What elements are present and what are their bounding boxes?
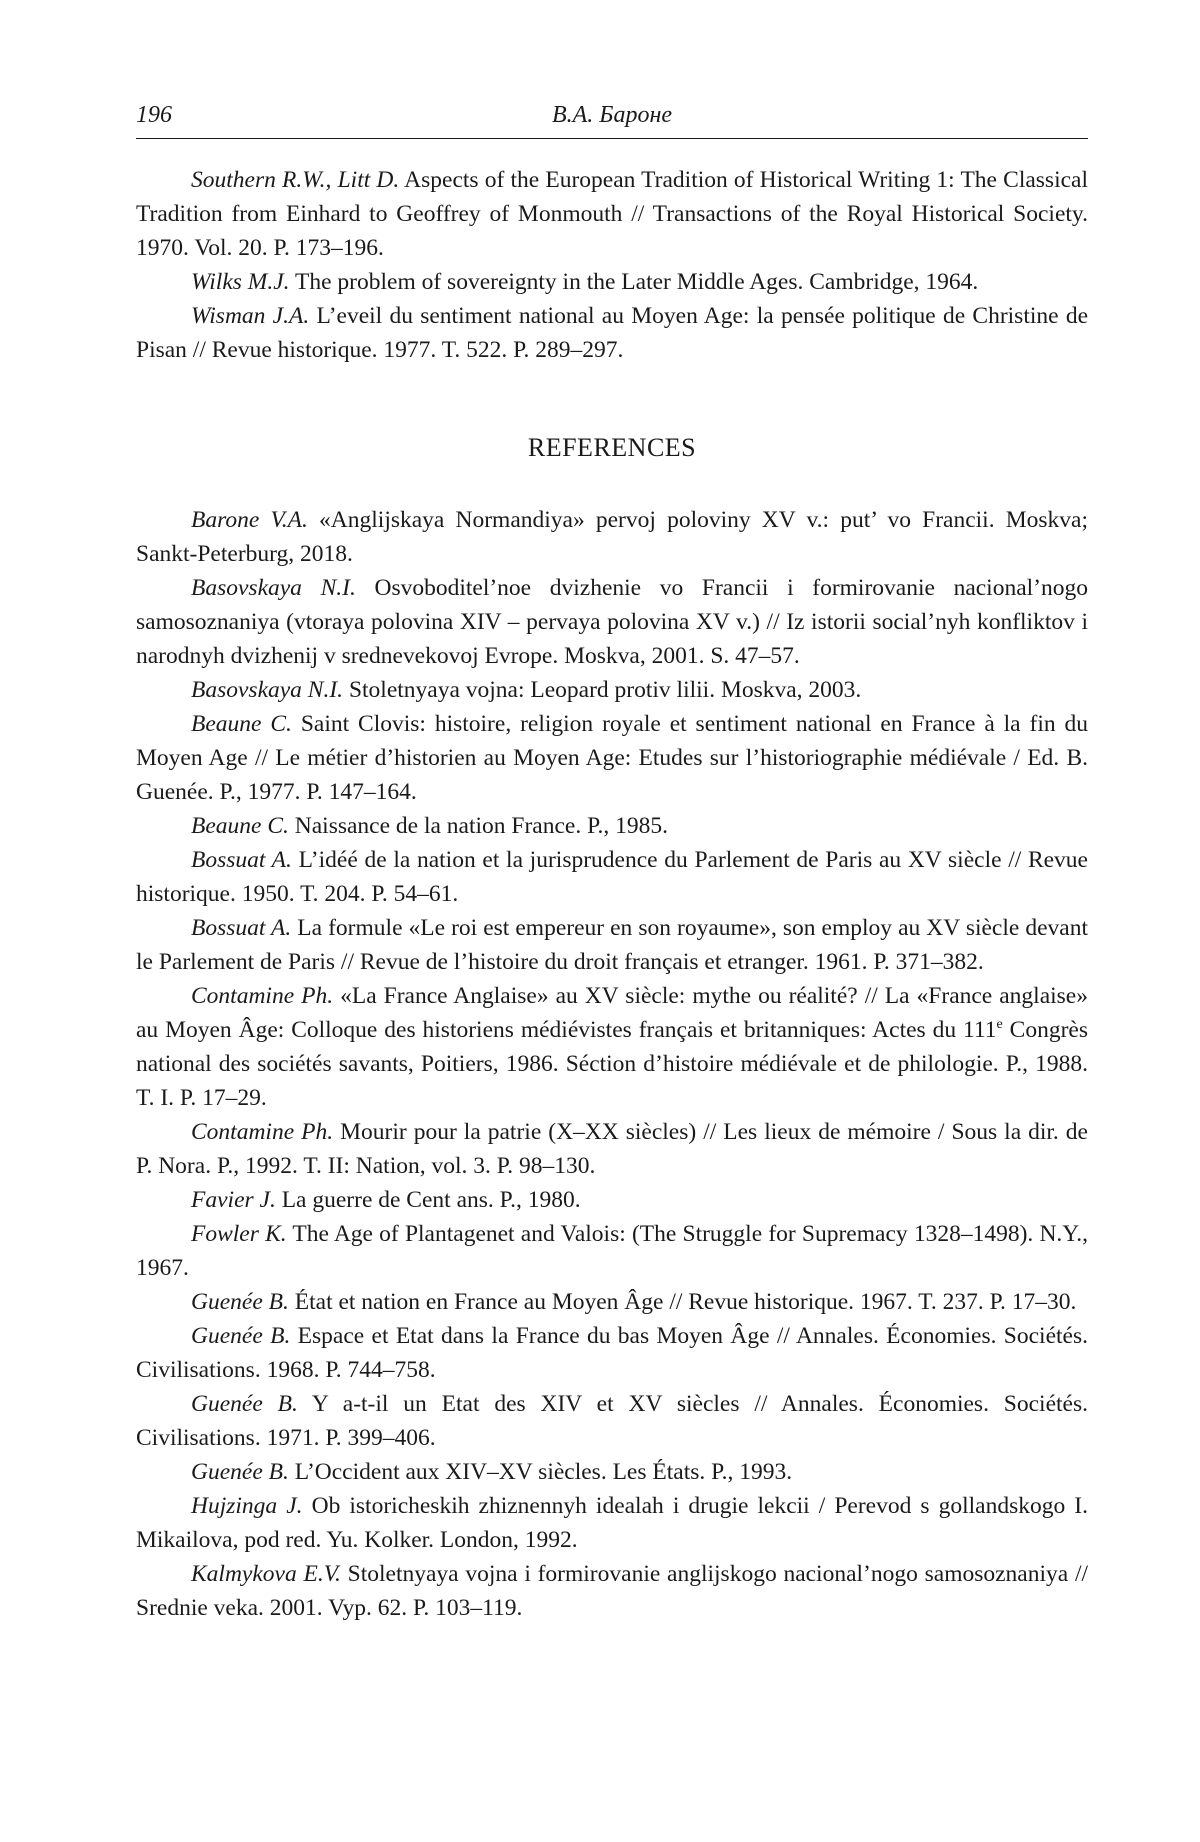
ref-superscript: e	[997, 1017, 1003, 1032]
page	[136, 92, 1088, 1625]
ref-text: Naissance de la nation France. P., 1985.	[289, 813, 668, 839]
reference-entry	[136, 979, 1088, 1115]
ref-text: La formule «Le roi est empereur en son royaume», son employ au XV siècle devant le Parlement de Paris // Revue de l’histoire du droit français et etranger. 1961. P. 371–382.	[136, 915, 1088, 975]
reference-entry	[136, 1387, 1088, 1455]
reference-entry	[136, 1183, 1088, 1217]
ref-text: The Age of Plantagenet and Valois: (The Struggle for Supremacy 1328–1498). N.Y., 1967.	[136, 1221, 1088, 1281]
bibliography-top	[136, 163, 1088, 367]
references-heading: REFERENCES	[136, 431, 1088, 465]
reference-entry	[136, 707, 1088, 809]
reference-entry	[136, 809, 1088, 843]
bib-text: The problem of sovereignty in the Later Middle Ages. Cambridge, 1964.	[290, 269, 979, 295]
ref-author: Guenée B.	[191, 1459, 289, 1485]
ref-author: Kalmykova E.V.	[191, 1561, 341, 1587]
running-head-author: В.А. Бароне	[136, 98, 1088, 132]
ref-author: Contamine Ph.	[191, 983, 333, 1009]
reference-entry	[136, 911, 1088, 979]
ref-author: Beaune C.	[191, 813, 289, 839]
bib-author: Wilks M.J.	[191, 269, 290, 295]
ref-author: Guenée B.	[191, 1391, 298, 1417]
ref-author: Guenée B.	[191, 1323, 290, 1349]
reference-entry	[136, 673, 1088, 707]
ref-author: Favier J.	[191, 1187, 276, 1213]
ref-text: Ob istoricheskih zhiznennyh idealah i drugie lekcii / Perevod s gollandskogo I. Mikailova, pod red. Yu. Kolker. London, 1992.	[136, 1493, 1088, 1553]
ref-text: Saint Clovis: histoire, religion royale et sentiment national en France à la fin du Moyen Age // Le métier d’historien au Moyen Age: Etudes sur l’historiographie médiévale / Ed. B. Guenée. P., 1977. P. 147–164.	[136, 711, 1088, 805]
ref-text: Espace et Etat dans la France du bas Moyen Âge // Annales. Économies. Sociétés. Civilisations. 1968. P. 744–758.	[136, 1323, 1088, 1383]
ref-text: État et nation en France au Moyen Âge // Revue historique. 1967. T. 237. P. 17–30.	[289, 1289, 1077, 1315]
reference-entry	[136, 843, 1088, 911]
bib-text: L’eveil du sentiment national au Moyen Age: la pensée politique de Christine de Pisan // Revue historique. 1977. T. 522. P. 289–297.	[136, 303, 1088, 363]
ref-text: Mourir pour la patrie (X–XX siècles) // Les lieux de mémoire / Sous la dir. de P. Nora. P., 1992. T. II: Nation, vol. 3. P. 98–130.	[136, 1119, 1088, 1179]
ref-text: Stoletnyaya vojna: Leopard protiv lilii. Moskva, 2003.	[343, 677, 861, 703]
ref-author: Barone V.A.	[191, 507, 308, 533]
ref-author: Hujzinga J.	[191, 1493, 303, 1519]
ref-text: Y a-t-il un Etat des XIV et XV siècles // Annales. Économies. Sociétés. Civilisations. 1971. P. 399–406.	[136, 1391, 1088, 1451]
reference-entry	[136, 1217, 1088, 1285]
running-header	[136, 92, 1088, 139]
ref-text: Osvoboditel’noe dvizhenie vo Francii i formirovanie nacional’nogo samosoznaniya (vtoraya polovina XIV – pervaya polovina XV v.) // Iz istorii social’nyh konfliktov i narodnyh dvizhenij v srednevekovoj Evrope. Moskva, 2001. S. 47–57.	[136, 575, 1088, 669]
ref-text: Stoletnyaya vojna i formirovanie anglijskogo nacional’nogo samosoznaniya // Srednie veka. 2001. Vyp. 62. P. 103–119.	[136, 1561, 1088, 1621]
ref-text: L’Occident aux XIV–XV siècles. Les États. P., 1993.	[289, 1459, 792, 1485]
ref-author: Bossuat A.	[191, 847, 292, 873]
references-list	[136, 503, 1088, 1625]
reference-entry	[136, 1285, 1088, 1319]
bib-entry	[136, 299, 1088, 367]
reference-entry	[136, 1455, 1088, 1489]
bib-entry	[136, 163, 1088, 265]
ref-author: Contamine Ph.	[191, 1119, 333, 1145]
bib-author: Southern R.W., Litt D.	[191, 167, 399, 193]
reference-entry	[136, 571, 1088, 673]
reference-entry	[136, 1557, 1088, 1625]
ref-text: «Anglijskaya Normandiya» pervoj poloviny XV v.: put’ vo Francii. Moskva; Sankt-Peterburg, 2018.	[136, 507, 1088, 567]
ref-author: Fowler K.	[191, 1221, 287, 1247]
ref-text: L’idéé de la nation et la jurisprudence du Parlement de Paris au XV siècle // Revue historique. 1950. T. 204. P. 54–61.	[136, 847, 1088, 907]
ref-author: Guenée B.	[191, 1289, 289, 1315]
bib-author: Wisman J.A.	[191, 303, 309, 329]
ref-author: Bossuat A.	[191, 915, 291, 941]
page-number: 196	[136, 98, 172, 132]
reference-entry	[136, 1319, 1088, 1387]
ref-author: Basovskaya N.I.	[191, 575, 356, 601]
reference-entry	[136, 1489, 1088, 1557]
ref-author: Beaune C.	[191, 711, 292, 737]
ref-text: La guerre de Cent ans. P., 1980.	[276, 1187, 581, 1213]
bib-text: Aspects of the European Tradition of Historical Writing 1: The Classical Tradition from Einhard to Geoffrey of Monmouth // Transactions of the Royal Historical Society. 1970. Vol. 20. P. 173–196.	[136, 167, 1088, 261]
ref-text: «La France Anglaise» au XV siècle: mythe ou réalité? // La «France anglaise» au Moyen Âge: Colloque des historiens médiévistes français et britanniques: Actes du 111	[136, 983, 1088, 1043]
ref-author: Basovskaya N.I.	[191, 677, 343, 703]
reference-entry	[136, 1115, 1088, 1183]
bib-entry	[136, 265, 1088, 299]
ref-text-continued: Congrès national des sociétés savants, Poitiers, 1986. Séction d’histoire médiévale et de philologie. P., 1988. T. I. P. 17–29.	[136, 1017, 1088, 1111]
reference-entry	[136, 503, 1088, 571]
